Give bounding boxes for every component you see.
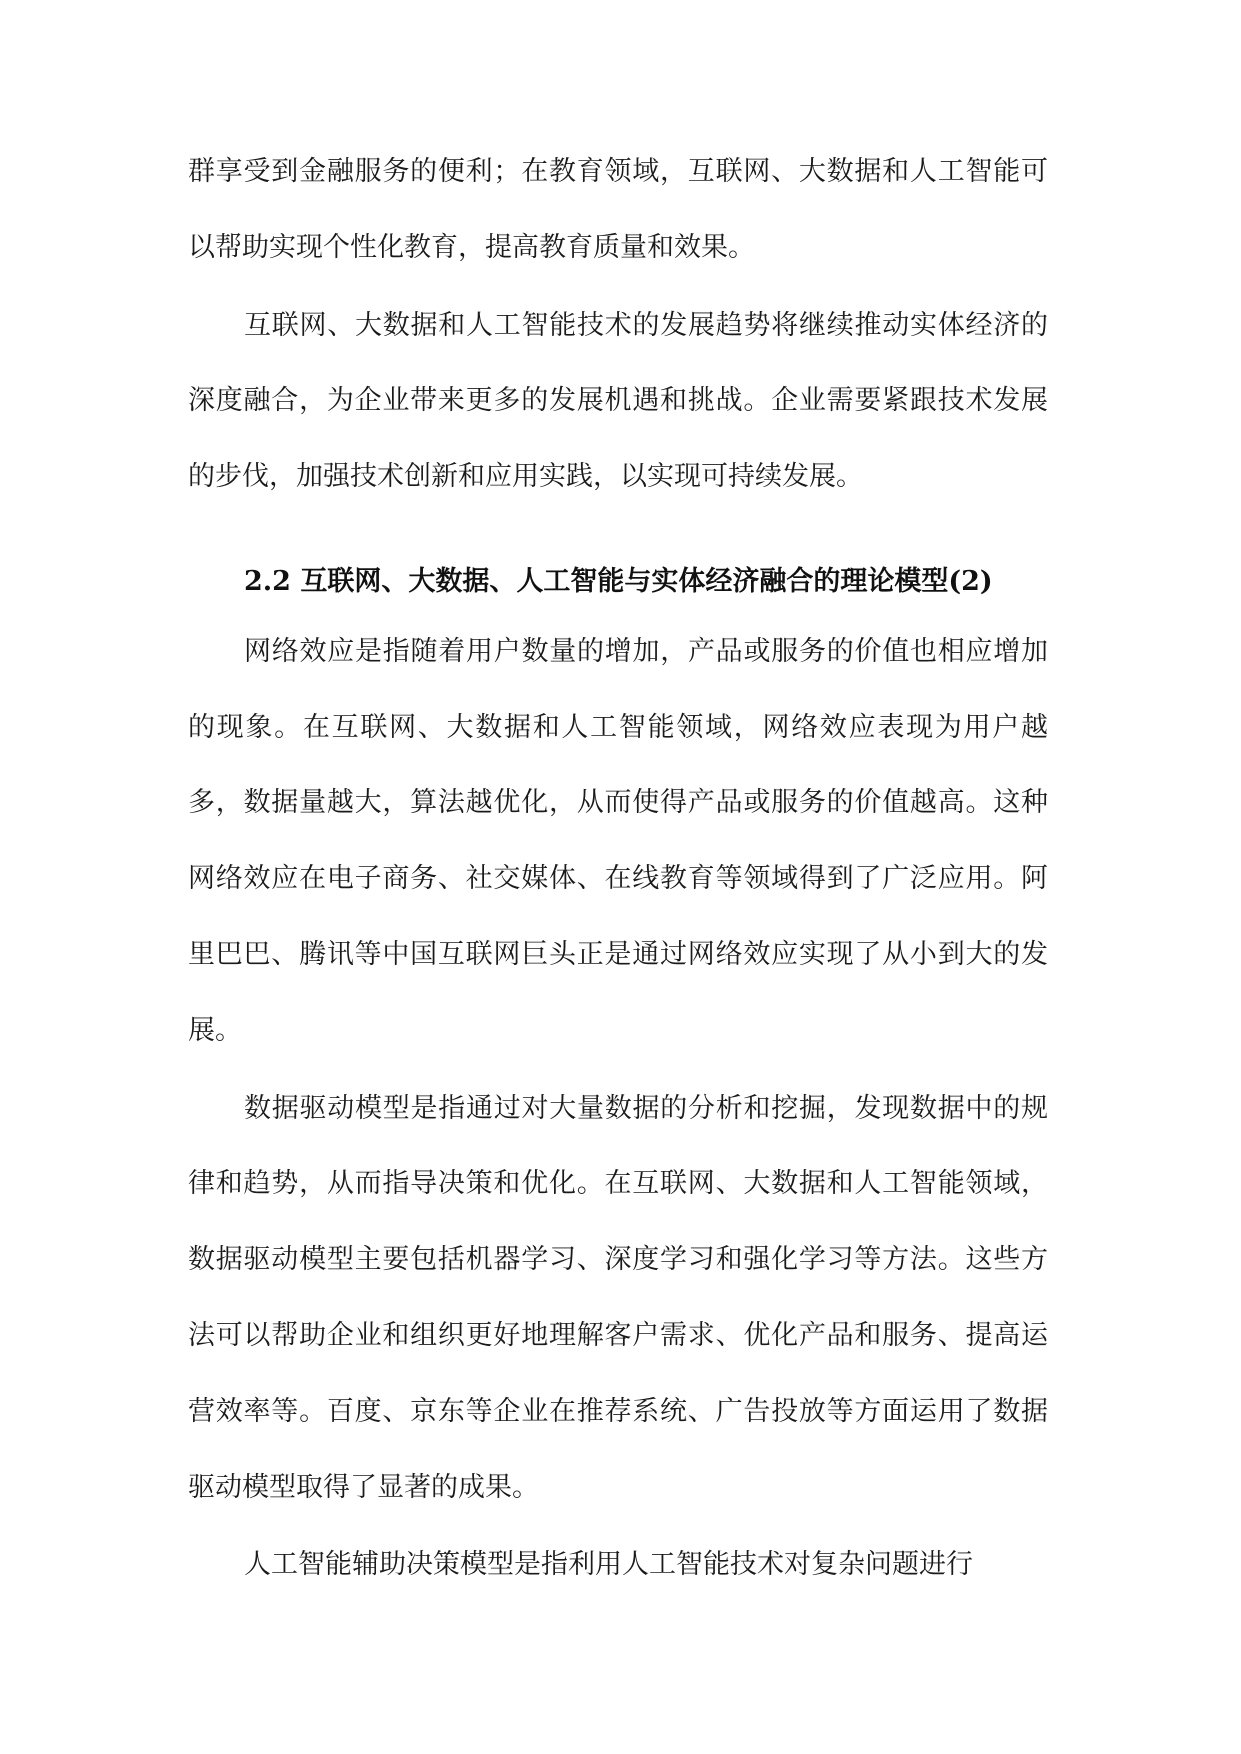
section-heading: 2.2 互联网、大数据、人工智能与实体经济融合的理论模型(2): [244, 565, 993, 597]
paragraph-tech-trends: 互联网、大数据和人工智能技术的发展趋势将继续推动实体经济的深度融合，为企业带来更多的发展机遇和挑战。企业需要紧跟技术发展的步伐，加强技术创新和应用实践，以实现可持续发展。: [188, 309, 1048, 493]
document-body: [188, 134, 1048, 1603]
paragraph-data-driven-model: 数据驱动模型是指通过对大量数据的分析和挖掘，发现数据中的规律和趋势，从而指导决策和优化。在互联网、大数据和人工智能领域，数据驱动模型主要包括机器学习、深度学习和强化学习等方法。这些方法可以帮助企业和组织更好地理解客户需求、优化产品和服务、提高运营效率等。百度、京东等企业在推荐系统、广告投放等方面运用了数据驱动模型取得了显著的成果。: [188, 1092, 1048, 1503]
paragraph-network-effect: 网络效应是指随着用户数量的增加，产品或服务的价值也相应增加的现象。在互联网、大数据和人工智能领域，网络效应表现为用户越多，数据量越大，算法越优化，从而使得产品或服务的价值越高。这种网络效应在电子商务、社交媒体、在线教育等领域得到了广泛应用。阿里巴巴、腾讯等中国互联网巨头正是通过网络效应实现了从小到大的发展。: [188, 635, 1048, 1046]
paragraph-ai-decision-model: 人工智能辅助决策模型是指利用人工智能技术对复杂问题进行: [244, 1549, 973, 1581]
paragraph-continuation: 群享受到金融服务的便利；在教育领域，互联网、大数据和人工智能可以帮助实现个性化教育，提高教育质量和效果。: [188, 156, 1048, 263]
